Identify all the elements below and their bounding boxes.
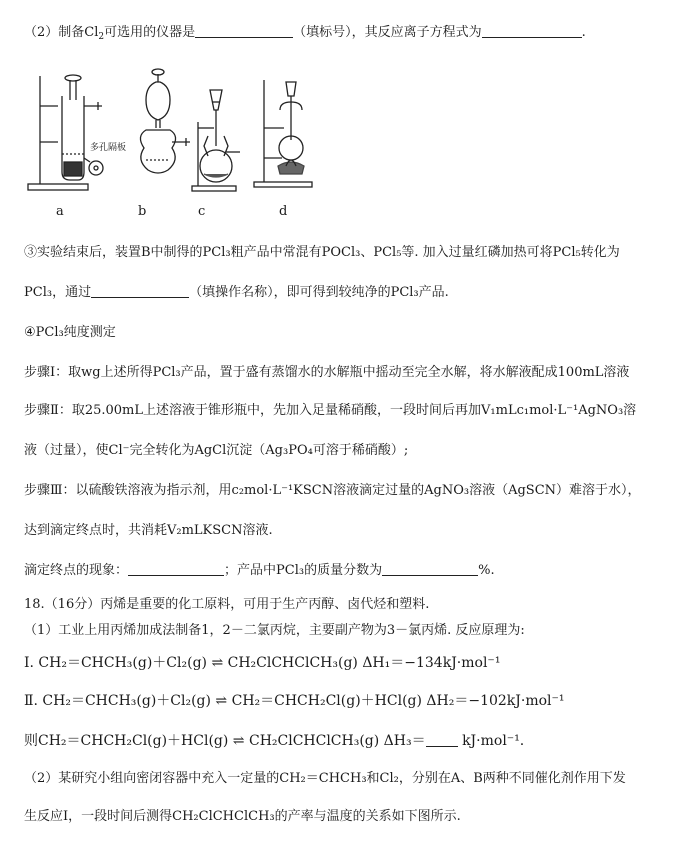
step3-line2-a: PCl₃，通过 xyxy=(24,285,92,300)
answer-blank-instrument[interactable] xyxy=(195,24,293,38)
figure-label-c: c xyxy=(198,204,206,219)
q18-part2-line1: （2）某研究小组向密闭容器中充入一定量的CH₂＝CHCH₃和Cl₂，分别在A、B两种不同催化剂作用下发 xyxy=(24,771,626,786)
q2-prep-line: （2）制备$Cl_2$可选用的仪器是 （填标号），其反应离子方程式为 . xyxy=(24,25,586,42)
apparatus-drawing xyxy=(18,62,330,224)
step4-end-c: %. xyxy=(478,563,495,578)
answer-blank-operation[interactable] xyxy=(91,284,189,298)
q18-header: 18.（16分）丙烯是重要的化工原料，可用于生产丙醇、卤代烃和塑料. xyxy=(24,597,430,612)
step4-end-b: ；产品中PCl₃的质量分数为 xyxy=(224,563,383,578)
figure-label-b: b xyxy=(138,204,147,219)
apparatus-figure xyxy=(18,62,330,224)
q2-prefix: （2）制备 xyxy=(24,25,85,40)
q18-part2-line2: 生反应Ⅰ，一段时间后测得CH₂ClCHClCH₃的产率与温度的关系如下图所示. xyxy=(24,809,461,824)
equation-3-a: 则CH₂＝CHCH₂Cl(g)＋HCl(g) ⇌ CH₂ClCHClCH₃(g) ΔH₃＝ xyxy=(24,733,426,749)
step3-line2 xyxy=(24,284,449,302)
q2-mid: （填标号），其反应离子方程式为 xyxy=(293,25,482,40)
figure-label-a: a xyxy=(56,204,64,219)
equation-2: Ⅱ. CH₂＝CHCH₃(g)＋Cl₂(g) ⇌ CH₂＝CHCH₂Cl(g)＋HCl(g) ΔH₂＝−102kJ·mol⁻¹ xyxy=(24,693,565,709)
q18-part1: （1）工业上用丙烯加成法制备1，2－二氯丙烷，主要副产物为3－氯丙烯. 反应原理为: xyxy=(24,623,525,638)
apparatus-b xyxy=(140,69,190,173)
step4-title: ④PCl₃纯度测定 xyxy=(24,325,116,340)
step3-line2-b: （填操作名称），即可得到较纯净的PCl₃产品. xyxy=(189,285,449,300)
equation-3-line xyxy=(24,730,524,750)
q2-end: . xyxy=(581,25,586,40)
step4-endpoint-line xyxy=(24,562,495,580)
equation-1: Ⅰ. CH₂＝CHCH₃(g)＋Cl₂(g) ⇌ CH₂ClCHClCH₃(g) ΔH₁＝−134kJ·mol⁻¹ xyxy=(24,655,501,671)
porous-plate-label: 多孔隔板 xyxy=(90,143,127,153)
apparatus-d xyxy=(254,80,312,187)
step4-s3b: 达到滴定终点时，共消耗V₂mLKSCN溶液. xyxy=(24,523,273,538)
step4-s2a: 步骤Ⅱ：取25.00mL上述溶液于锥形瓶中，先加入足量稀硝酸，一段时间后再加V₁mLc₁mol·L⁻¹AgNO₃溶 xyxy=(24,403,637,418)
equation-3-b: kJ·mol⁻¹. xyxy=(462,733,525,749)
figure-label-d: d xyxy=(279,204,288,219)
answer-blank-mass-fraction[interactable] xyxy=(382,562,478,576)
answer-blank-delta-h3[interactable] xyxy=(426,733,458,747)
apparatus-c xyxy=(192,90,240,191)
step4-s3a: 步骤Ⅲ：以硫酸铁溶液为指示剂，用c₂mol·L⁻¹KSCN溶液滴定过量的AgNO₃溶液（AgSCN）难溶于水）， xyxy=(24,483,641,498)
q2-after-cl2: 可选用的仪器是 xyxy=(104,25,196,40)
step3-line1: ③实验结束后，装置B中制得的PCl₃粗产品中常混有POCl₃、PCl₅等. 加入过量红磷加热可将PCl₅转化为 xyxy=(24,245,620,260)
step4-s1: 步骤Ⅰ：取wg上述所得PCl₃产品，置于盛有蒸馏水的水解瓶中摇动至完全水解，将水解液配成100mL溶液 xyxy=(24,365,630,380)
answer-blank-endpoint[interactable] xyxy=(128,562,224,576)
apparatus-a xyxy=(28,75,103,190)
step4-end-a: 滴定终点的现象： xyxy=(24,563,129,578)
step4-s2b: 液（过量），使Cl⁻完全转化为AgCl沉淀（Ag₃PO₄可溶于稀硝酸）; xyxy=(24,443,409,458)
answer-blank-ionic-equation[interactable] xyxy=(482,24,582,38)
